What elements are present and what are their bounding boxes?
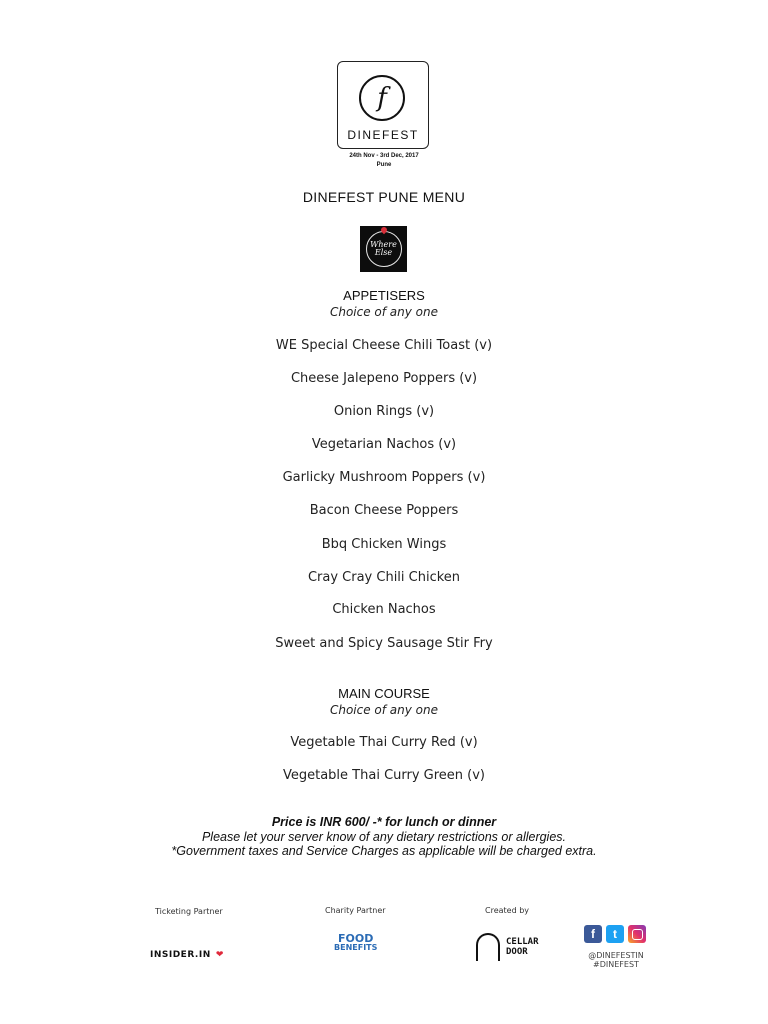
- restaurant-logo: [360, 226, 407, 272]
- menu-item: Bbq Chicken Wings: [321, 537, 447, 552]
- social-handles: [574, 951, 658, 969]
- event-dates: 24th Nov - 3rd Dec, 2017: [349, 153, 419, 159]
- instagram-icon[interactable]: [628, 925, 646, 943]
- main-course-subtitle: Choice of any one: [329, 703, 439, 717]
- menu-item: Chicken Nachos: [332, 602, 436, 617]
- heart-icon: ❤: [215, 950, 224, 960]
- restaurant-logo-text-2: Else: [374, 248, 393, 257]
- twitter-handle: @DINEFESTIN: [588, 951, 644, 960]
- location-pin-icon: [379, 226, 387, 234]
- appetisers-subtitle: Choice of any one: [329, 305, 439, 319]
- cellar-door-logo: [476, 933, 546, 963]
- menu-item: Cray Cray Chili Chicken: [307, 570, 461, 585]
- dinefest-emblem-icon: f: [359, 75, 405, 121]
- hashtag: #DINEFEST: [593, 960, 639, 969]
- price-line: Price is INR 600/ -* for lunch or dinner: [271, 815, 497, 829]
- food-benefits-line-1: FOOD: [338, 932, 374, 945]
- menu-title: DINEFEST PUNE MENU: [302, 189, 466, 205]
- restaurant-logo-text-1: Where: [370, 240, 397, 249]
- main-course-heading: MAIN COURSE: [338, 686, 430, 701]
- menu-item: Sweet and Spicy Sausage Stir Fry: [275, 636, 493, 651]
- menu-item: Vegetarian Nachos (v): [311, 437, 457, 452]
- insider-logo: [150, 942, 223, 961]
- dinefest-logo: [337, 61, 429, 149]
- tax-note: *Government taxes and Service Charges as applicable will be charged extra.: [171, 844, 597, 858]
- door-arch-icon: [476, 933, 500, 961]
- dietary-note: Please let your server know of any dietary restrictions or allergies.: [201, 830, 567, 844]
- charity-partner: [325, 906, 386, 915]
- food-benefits-logo: [334, 934, 377, 952]
- menu-item: Garlicky Mushroom Poppers (v): [282, 470, 486, 485]
- facebook-icon[interactable]: f: [584, 925, 602, 943]
- twitter-icon[interactable]: t: [606, 925, 624, 943]
- cellar-door-line-1: CELLAR: [506, 937, 539, 947]
- social-icons: [584, 925, 648, 945]
- insider-logo-text: INSIDER.IN: [150, 950, 211, 960]
- menu-item: Cheese Jalepeno Poppers (v): [290, 371, 478, 386]
- event-city: Pune: [376, 162, 392, 168]
- menu-item: Vegetable Thai Curry Red (v): [290, 735, 478, 750]
- created-by: [485, 906, 529, 915]
- menu-item: WE Special Cheese Chili Toast (v): [275, 338, 493, 353]
- charity-partner-label: Charity Partner: [325, 906, 386, 915]
- restaurant-logo-ring: [366, 231, 402, 267]
- cellar-door-line-2: DOOR: [506, 947, 528, 957]
- menu-item: Onion Rings (v): [333, 404, 435, 419]
- ticketing-partner: [155, 907, 223, 916]
- menu-item: Bacon Cheese Poppers: [309, 503, 459, 518]
- food-benefits-line-2: BENEFITS: [334, 943, 378, 952]
- created-by-label: Created by: [485, 906, 530, 915]
- menu-item: Vegetable Thai Curry Green (v): [282, 768, 486, 783]
- ticketing-partner-label: Ticketing Partner: [155, 907, 223, 916]
- appetisers-heading: APPETISERS: [343, 288, 425, 303]
- logo-wordmark: DINEFEST: [347, 128, 419, 142]
